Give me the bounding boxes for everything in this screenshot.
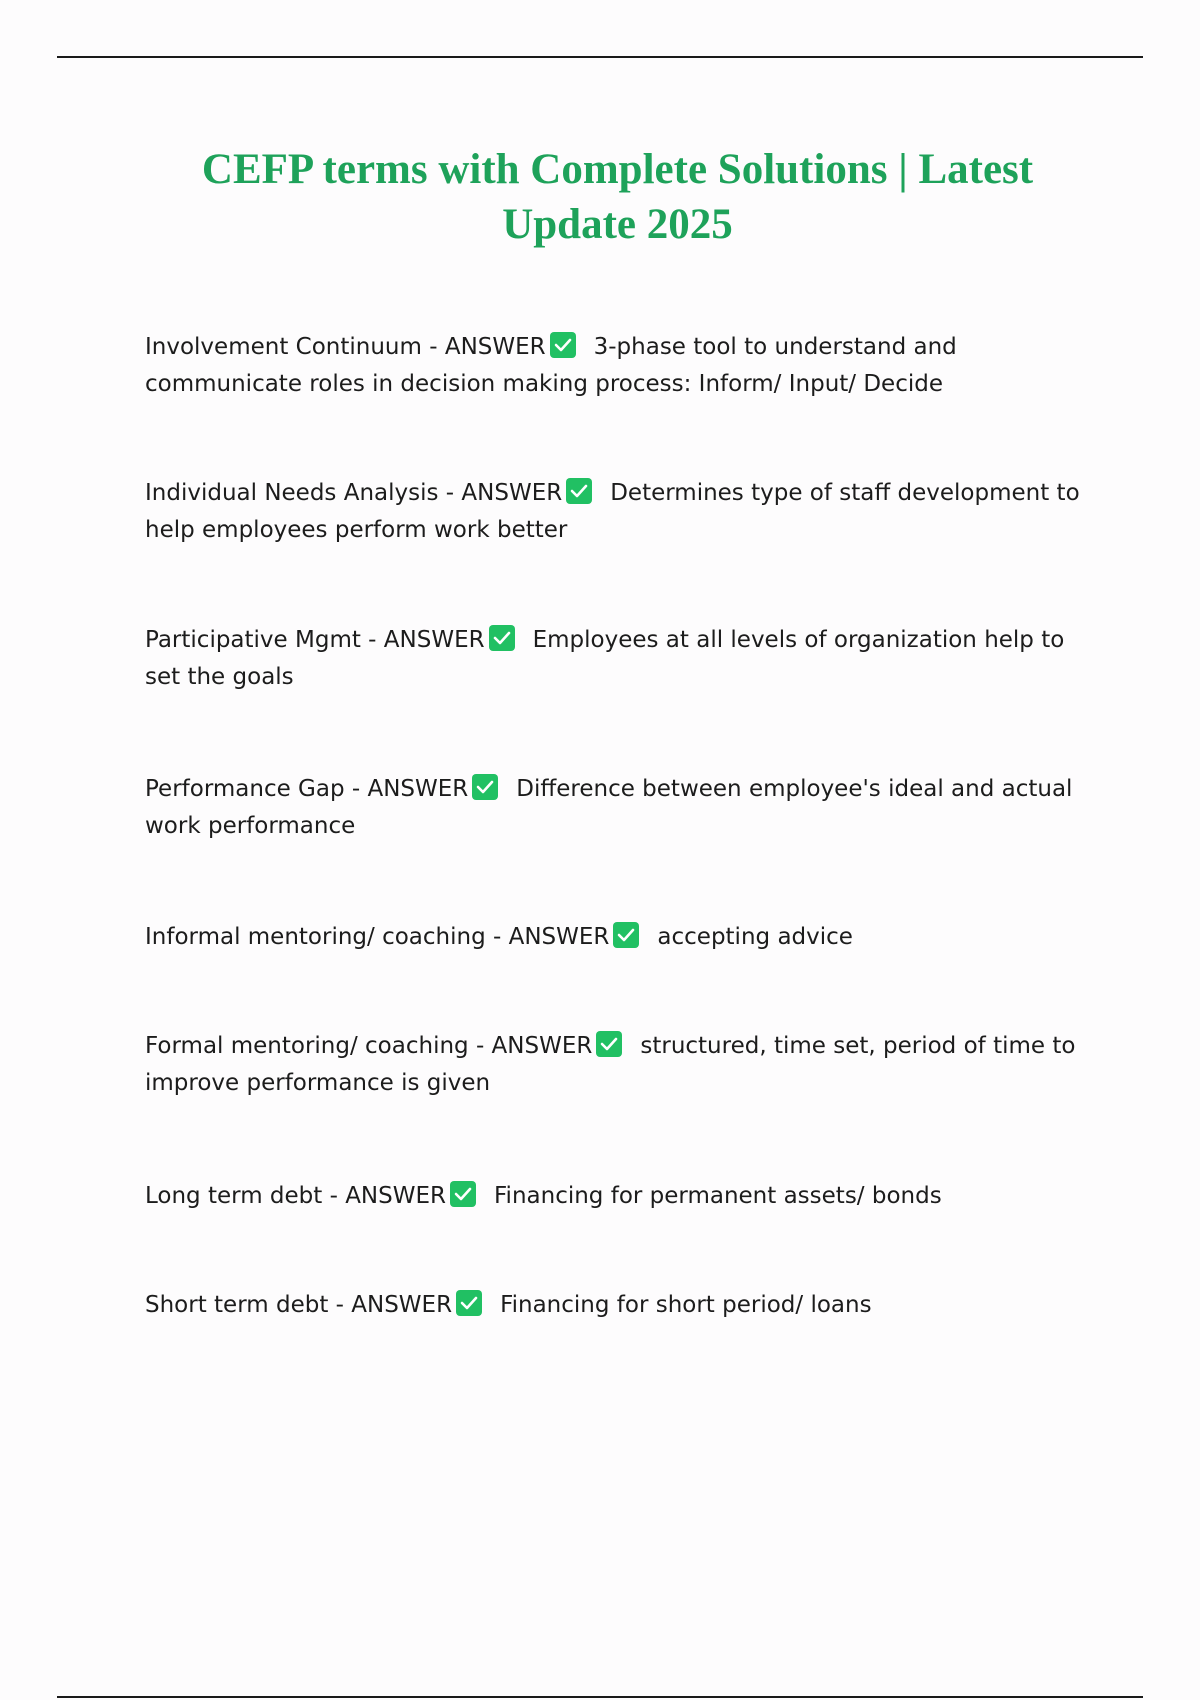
check-box-icon (566, 478, 592, 504)
term-entry (145, 919, 1090, 956)
term-entry (145, 329, 1090, 403)
term-label: Performance Gap - ANSWER (145, 776, 469, 802)
top-rule (57, 56, 1143, 58)
term-entry (145, 622, 1090, 696)
term-definition: structured, time set, period of time to improve performance is given (145, 1033, 1076, 1096)
check-box-icon (472, 774, 498, 800)
term-label: Long term debt - ANSWER (145, 1183, 446, 1209)
bottom-rule (57, 1696, 1143, 1698)
term-entry (145, 475, 1090, 549)
term-definition: 3-phase tool to understand and communicate roles in decision making process: Inform/ Input/ Decide (145, 334, 957, 397)
term-definition: Financing for short period/ loans (500, 1292, 872, 1318)
term-label: Short term debt - ANSWER (145, 1292, 453, 1318)
check-box-icon (613, 922, 639, 948)
term-definition: Determines type of staff development to help employees perform work better (145, 480, 1080, 543)
term-entry (145, 771, 1090, 845)
check-box-icon (596, 1031, 622, 1057)
term-label: Informal mentoring/ coaching - ANSWER (145, 924, 610, 950)
term-entry (145, 1178, 1090, 1215)
term-entry (145, 1287, 1090, 1324)
term-entry (145, 1028, 1090, 1102)
check-box-icon (450, 1181, 476, 1207)
term-label: Individual Needs Analysis - ANSWER (145, 480, 563, 506)
check-box-icon (489, 625, 515, 651)
term-definition: Financing for permanent assets/ bonds (494, 1183, 942, 1209)
term-definition: accepting advice (657, 924, 853, 950)
check-box-icon (550, 332, 576, 358)
term-label: Participative Mgmt - ANSWER (145, 627, 485, 653)
term-label: Involvement Continuum - ANSWER (145, 334, 546, 360)
term-label: Formal mentoring/ coaching - ANSWER (145, 1033, 593, 1059)
document-title: CEFP terms with Complete Solutions | Latest Update 2025 (201, 146, 1034, 248)
term-definition: Employees at all levels of organization help to set the goals (145, 627, 1065, 690)
check-box-icon (456, 1290, 482, 1316)
term-definition: Difference between employee's ideal and actual work performance (145, 776, 1073, 839)
